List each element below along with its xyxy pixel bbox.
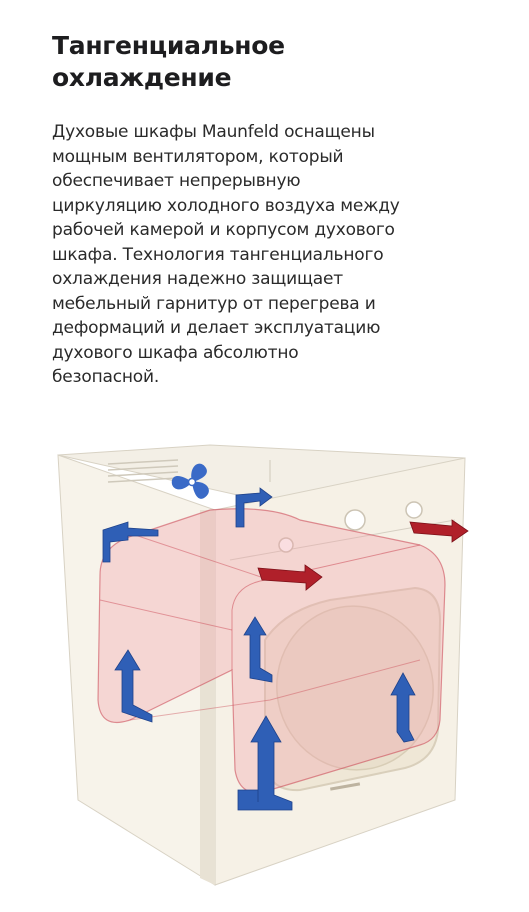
oven-cooling-illustration	[0, 440, 529, 912]
title-line-2: охлаждение	[52, 63, 232, 92]
title-line-1: Тангенциальное	[52, 31, 285, 60]
description-line: охлаждения надежно защищает	[52, 269, 343, 289]
description-line: безопасной.	[52, 367, 160, 387]
description-line: мощным вентилятором, который	[52, 146, 344, 167]
description-line: деформаций и делает эксплуатацию	[52, 318, 381, 338]
control-knob	[345, 510, 365, 530]
page-title	[52, 30, 492, 94]
description-line: обеспечивает непрерывную	[52, 171, 301, 191]
description-paragraph	[52, 120, 492, 390]
description-line: циркуляцию холодного воздуха между	[52, 195, 400, 216]
description-line: шкафа. Технология тангенциального	[52, 244, 384, 265]
description-line: духового шкафа абсолютно	[52, 342, 299, 363]
description-line: рабочей камерой и корпусом духового	[52, 220, 395, 240]
control-knob	[406, 502, 422, 518]
description-line: Духовые шкафы Maunfeld оснащены	[52, 122, 375, 142]
description-line: мебельный гарнитур от перегрева и	[52, 293, 376, 314]
